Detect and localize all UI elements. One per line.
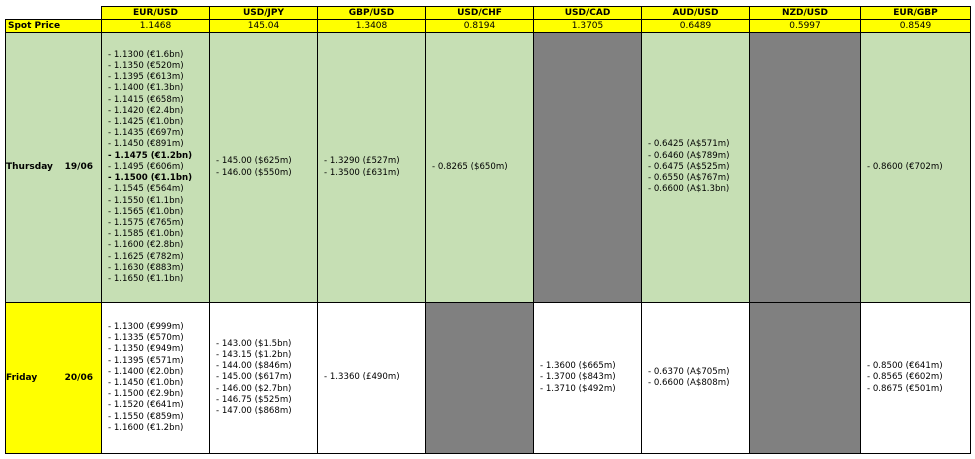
- day-date: 20/06: [64, 372, 93, 383]
- expiry-item: - 1.1550 (€1.1bn): [108, 195, 184, 206]
- expiry-list: [318, 372, 425, 383]
- expiry-cell: [642, 33, 750, 303]
- expiry-item: - 146.00 ($550m): [216, 167, 292, 178]
- expiry-list: [861, 162, 970, 173]
- expiry-list: [210, 339, 317, 417]
- expiry-item: - 1.1575 (€765m): [108, 217, 184, 228]
- day-label-cell: [6, 303, 102, 454]
- expiry-list: [642, 367, 749, 389]
- expiry-item: - 1.1425 (€1.0bn): [108, 117, 184, 128]
- pair-header: USD/CHF: [426, 7, 534, 20]
- expiry-item: - 1.1625 (€782m): [108, 251, 184, 262]
- pair-header: USD/JPY: [210, 7, 318, 20]
- expiry-item: - 1.1650 (€1.1bn): [108, 273, 184, 284]
- expiry-cell: [642, 303, 750, 454]
- expiry-item: - 1.3500 (£631m): [324, 167, 400, 178]
- day-name: Thursday: [6, 162, 53, 172]
- expiry-item: - 0.6600 (A$1.3bn): [648, 184, 730, 195]
- pair-header: NZD/USD: [750, 7, 861, 20]
- expiry-list: [210, 156, 317, 178]
- expiry-item: - 1.1585 (€1.0bn): [108, 229, 184, 240]
- expiry-item: - 0.6600 (A$808m): [648, 378, 730, 388]
- expiry-item: - 1.3290 (£527m): [324, 156, 400, 167]
- expiry-item: - 1.1435 (€697m): [108, 128, 184, 139]
- expiry-item: - 146.00 ($2.7bn): [216, 383, 292, 394]
- expiry-cell: [210, 33, 318, 303]
- expiry-day-row: [6, 303, 971, 454]
- pair-header-row: [6, 7, 971, 20]
- expiry-item: - 1.1395 (€571m): [108, 355, 184, 366]
- expiry-item: - 0.8265 ($650m): [432, 161, 508, 172]
- no-expiry-cell: [750, 303, 861, 454]
- expiry-cell: [426, 33, 534, 303]
- expiry-item: - 1.1630 (€883m): [108, 262, 184, 273]
- day-label-cell: [6, 33, 102, 303]
- expiry-item: - 1.1545 (€564m): [108, 184, 184, 195]
- expiry-cell: [534, 303, 642, 454]
- expiry-item: - 144.00 ($846m): [216, 361, 292, 372]
- expiry-cell: [861, 303, 971, 454]
- expiry-cell: [318, 303, 426, 454]
- expiry-item: - 1.1495 (€606m): [108, 161, 184, 172]
- expiry-cell: [318, 33, 426, 303]
- expiry-item: - 143.15 ($1.2bn): [216, 349, 292, 360]
- pair-header: AUD/USD: [642, 7, 750, 20]
- expiry-item: - 1.1350 (€520m): [108, 61, 184, 72]
- spot-price-value: 1.1468: [102, 20, 210, 33]
- expiry-item: - 1.1475 (€1.2bn): [108, 150, 193, 161]
- corner-cell: [6, 7, 102, 20]
- day-date: 19/06: [64, 162, 93, 172]
- expiry-item: - 0.6425 (A$571m): [648, 139, 730, 150]
- day-name: Friday: [6, 372, 38, 383]
- expiry-item: - 1.3700 ($843m): [540, 372, 616, 383]
- spot-price-value: 145.04: [210, 20, 318, 33]
- expiry-list: [318, 156, 425, 178]
- fx-options-expiry-table: [5, 6, 971, 454]
- expiry-item: - 1.1350 (€949m): [108, 344, 184, 355]
- expiry-item: - 1.1600 (€1.2bn): [108, 422, 184, 433]
- spot-price-label: Spot Price: [6, 20, 102, 33]
- expiry-item: - 1.1550 (€859m): [108, 411, 184, 422]
- expiry-item: - 1.1300 (€1.6bn): [108, 49, 184, 60]
- expiry-cell: [210, 303, 318, 454]
- expiry-item: - 1.1520 (€641m): [108, 400, 184, 411]
- expiry-item: - 1.1400 (€1.3bn): [108, 83, 184, 94]
- expiry-item: - 0.6370 (A$705m): [648, 366, 730, 377]
- spot-price-value: 1.3408: [318, 20, 426, 33]
- expiry-item: - 0.6475 (A$525m): [648, 161, 730, 172]
- expiry-item: - 143.00 ($1.5bn): [216, 338, 292, 349]
- expiry-list: [534, 361, 641, 395]
- expiry-item: - 1.1450 (€891m): [108, 139, 184, 150]
- pair-header: EUR/GBP: [861, 7, 971, 20]
- no-expiry-cell: [426, 303, 534, 454]
- expiry-list: [861, 361, 970, 395]
- expiry-item: - 0.8500 (€641m): [867, 361, 943, 372]
- expiry-item: - 0.8600 (€702m): [867, 161, 943, 172]
- expiry-item: - 1.1400 (€2.0bn): [108, 366, 184, 377]
- expiry-item: - 1.1395 (€613m): [108, 72, 184, 83]
- expiry-item: - 1.1450 (€1.0bn): [108, 378, 184, 388]
- expiry-item: - 147.00 ($868m): [216, 406, 292, 416]
- spot-price-row: [6, 20, 971, 33]
- expiry-item: - 146.75 ($525m): [216, 394, 292, 405]
- expiry-item: - 1.3710 ($492m): [540, 383, 616, 394]
- expiry-day-row: [6, 33, 971, 303]
- pair-header: EUR/USD: [102, 7, 210, 20]
- expiry-list: [102, 50, 209, 285]
- spot-price-value: 0.6489: [642, 20, 750, 33]
- expiry-item: - 1.1500 (€2.9bn): [108, 389, 184, 400]
- expiry-item: - 0.8565 (€602m): [867, 372, 943, 383]
- expiry-item: - 1.1300 (€999m): [108, 321, 184, 332]
- expiry-cell: [102, 33, 210, 303]
- expiry-item: - 1.3600 ($665m): [540, 361, 616, 372]
- spot-price-value: 0.5997: [750, 20, 861, 33]
- expiry-cell: [861, 33, 971, 303]
- expiry-item: - 1.1565 (€1.0bn): [108, 206, 184, 217]
- no-expiry-cell: [534, 33, 642, 303]
- expiry-item: - 1.3360 (£490m): [324, 372, 400, 383]
- expiry-item: - 1.1600 (€2.8bn): [108, 240, 184, 251]
- pair-header: GBP/USD: [318, 7, 426, 20]
- spot-price-value: 1.3705: [534, 20, 642, 33]
- expiry-list: [642, 139, 749, 195]
- expiry-item: - 145.00 ($625m): [216, 156, 292, 167]
- pair-header: USD/CAD: [534, 7, 642, 20]
- spot-price-value: 0.8194: [426, 20, 534, 33]
- expiry-list: [426, 162, 533, 173]
- expiry-item: - 1.1335 (€570m): [108, 333, 184, 344]
- expiry-item: - 0.6460 (A$789m): [648, 150, 730, 161]
- expiry-cell: [102, 303, 210, 454]
- expiry-item: - 0.8675 (€501m): [867, 383, 943, 394]
- expiry-list: [102, 322, 209, 434]
- expiry-item: - 145.00 ($617m): [216, 372, 292, 383]
- no-expiry-cell: [750, 33, 861, 303]
- expiry-item: - 1.1500 (€1.1bn): [108, 173, 193, 184]
- expiry-item: - 1.1420 (€2.4bn): [108, 105, 184, 116]
- expiry-item: - 0.6550 (A$767m): [648, 173, 730, 184]
- expiry-item: - 1.1415 (€658m): [108, 94, 184, 105]
- spot-price-value: 0.8549: [861, 20, 971, 33]
